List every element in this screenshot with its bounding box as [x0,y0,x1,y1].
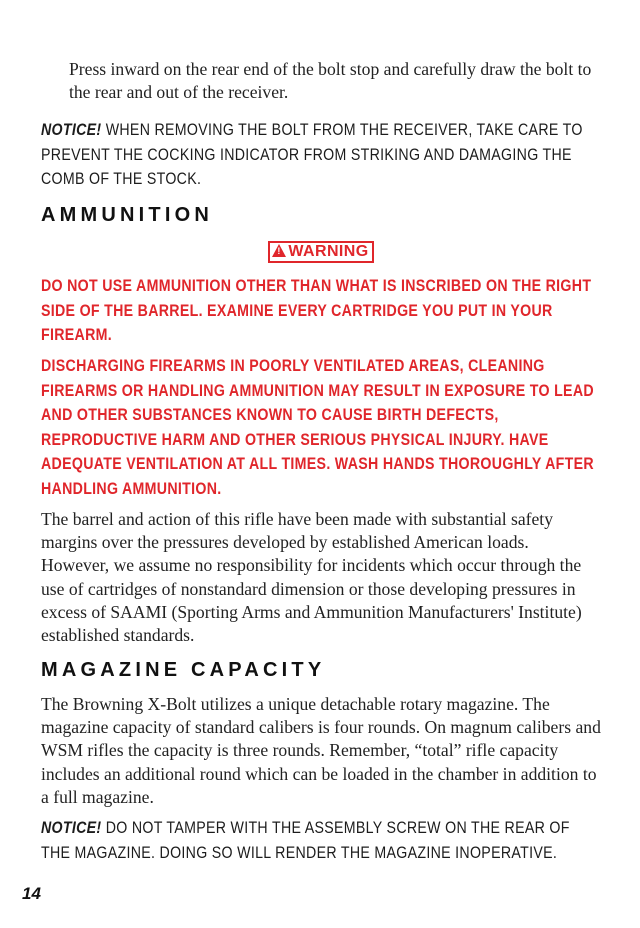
notice-bolt [41,118,601,192]
ammunition-body: The barrel and action of this rifle have been made with substantial safety margins over the pressures developed by established American loads. However, we assume no responsibility for incidents which occur through the use of cartridges of nonstandard dimension or those developing pressures in excess of SAAMI (Sporting Arms and Ammunition Manufacturers' Institute) established standards. [41,509,582,646]
warning-label [268,241,373,263]
ammunition-warning-1: DO NOT USE AMMUNITION OTHER THAN WHAT IS INSCRIBED ON THE RIGHT SIDE OF THE BARREL. EXAMINE EVERY CARTRIDGE YOU PUT IN YOUR FIREARM. [41,277,592,344]
intro-paragraph: Press inward on the rear end of the bolt stop and carefully draw the bolt to the rear and out of the receiver. [69,59,592,103]
notice-lead: NOTICE! [41,819,102,837]
warning-label-row [41,241,601,265]
page-number: 14 [22,884,41,903]
notice-lead: NOTICE! [41,121,102,139]
notice-text: DO NOT TAMPER WITH THE ASSEMBLY SCREW ON THE REAR OF THE MAGAZINE. DOING SO WILL RENDER THE MAGAZINE INOPERATIVE. [41,819,570,862]
notice-magazine [41,816,601,865]
ammunition-heading: AMMUNITION [41,204,213,226]
magazine-heading: MAGAZINE CAPACITY [41,659,326,681]
notice-text: WHEN REMOVING THE BOLT FROM THE RECEIVER, TAKE CARE TO PREVENT THE COCKING INDICATOR FROM STRIKING AND DAMAGING THE COMB OF THE STOCK. [41,121,583,188]
ammunition-warning-2: DISCHARGING FIREARMS IN POORLY VENTILATED AREAS, CLEANING FIREARMS OR HANDLING AMMUNITION MAY RESULT IN EXPOSURE TO LEAD AND OTHER SUBSTANCES KNOWN TO CAUSE BIRTH DEFECTS, REPRODUCTIVE HARM AND OTHER SERIOUS PHYSICAL INJURY. HAVE ADEQUATE VENTILATION AT ALL TIMES. WASH HANDS THOROUGHLY AFTER HANDLING AMMUNITION. [41,357,594,498]
magazine-body: The Browning X-Bolt utilizes a unique detachable rotary magazine. The magazine capacity of standard calibers is four rounds. On magnum calibers and WSM rifles the capacity is three rounds. Remember, “total” rifle capacity includes an additional round which can be loaded in the chamber in addition to a full magazine. [41,694,601,807]
warning-triangle-icon: ! [272,244,286,257]
warning-label-text: WARNING [288,243,369,260]
